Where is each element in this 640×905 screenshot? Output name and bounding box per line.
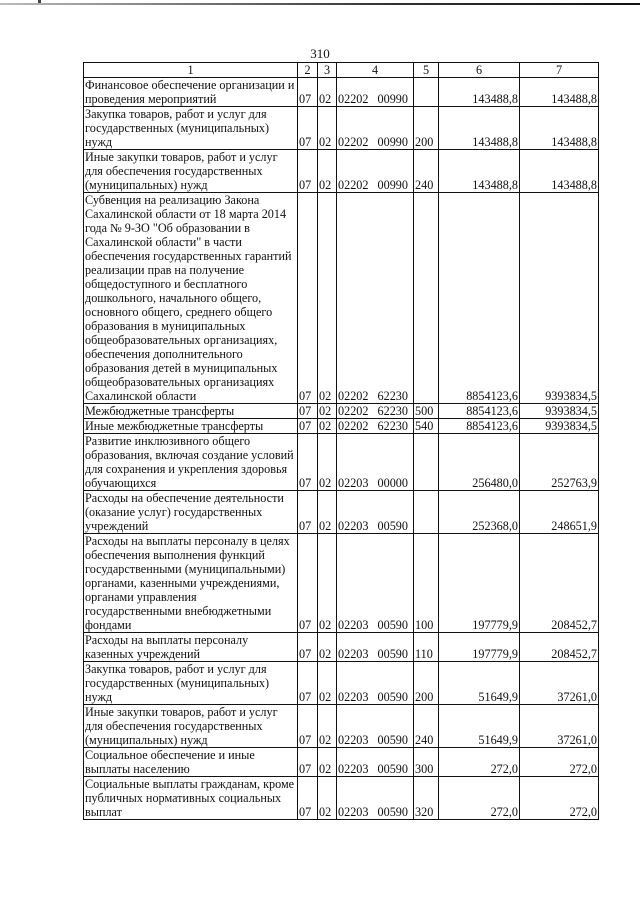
row-name: Расходы на выплаты персоналу в целях обеспечения выполнения функций государственными (муниципальными) органами, казенными учреждениями, органами управления государственными внебюджетными фондами [84,534,298,633]
row-amount-1: 252368,0 [439,491,520,534]
row-name: Социальное обеспечение и иные выплаты населению [84,748,298,777]
row-subsection: 02 [318,534,337,633]
table-row [84,434,599,491]
row-amount-2: 9393834,5 [520,404,599,419]
row-name: Закупка товаров, работ и услуг для государственных (муниципальных) нужд [84,662,298,705]
scan-edge-line [0,3,640,5]
row-target-article: 02203 00590 [337,633,414,662]
header-cell-expense-type: 5 [414,63,439,78]
row-subsection: 02 [318,777,337,820]
row-amount-1: 143488,8 [439,107,520,150]
row-name: Расходы на выплаты персоналу казенных учреждений [84,633,298,662]
row-amount-1: 8854123,6 [439,404,520,419]
row-expense-type: 200 [414,662,439,705]
row-section: 07 [298,748,318,777]
row-amount-1: 256480,0 [439,434,520,491]
row-section: 07 [298,78,318,107]
table-row [84,705,599,748]
row-expense-type [414,193,439,404]
row-amount-2: 37261,0 [520,705,599,748]
row-section: 07 [298,633,318,662]
row-name: Иные закупки товаров, работ и услуг для обеспечения государственных (муниципальных) нужд [84,150,298,193]
row-subsection: 02 [318,434,337,491]
row-subsection: 02 [318,662,337,705]
row-expense-type: 110 [414,633,439,662]
row-subsection: 02 [318,491,337,534]
page-number: 310 [310,46,330,61]
table-row [84,662,599,705]
row-subsection: 02 [318,107,337,150]
row-section: 07 [298,404,318,419]
row-name: Иные закупки товаров, работ и услуг для обеспечения государственных (муниципальных) нужд [84,705,298,748]
table-row [84,748,599,777]
row-amount-1: 8854123,6 [439,193,520,404]
row-amount-2: 252763,9 [520,434,599,491]
row-name: Социальные выплаты гражданам, кроме публичных нормативных социальных выплат [84,777,298,820]
table-row [84,491,599,534]
row-name: Расходы на обеспечение деятельности (оказание услуг) государственных учреждений [84,491,298,534]
row-amount-1: 197779,9 [439,633,520,662]
row-name: Финансовое обеспечение организации и проведения мероприятий [84,78,298,107]
table-row [84,404,599,419]
row-amount-2: 272,0 [520,777,599,820]
row-expense-type: 240 [414,150,439,193]
row-target-article: 02202 62230 [337,404,414,419]
table-row [84,419,599,434]
row-section: 07 [298,150,318,193]
row-expense-type: 540 [414,419,439,434]
row-target-article: 02203 00590 [337,705,414,748]
row-amount-1: 143488,8 [439,78,520,107]
header-cell-target-article: 4 [337,63,414,78]
row-expense-type [414,78,439,107]
row-target-article: 02203 00590 [337,534,414,633]
row-amount-2: 143488,8 [520,107,599,150]
row-amount-1: 51649,9 [439,705,520,748]
header-cell-subsection: 3 [318,63,337,78]
table-row [84,534,599,633]
row-amount-1: 272,0 [439,777,520,820]
row-name: Субвенция на реализацию Закона Сахалинской области от 18 марта 2014 года № 9-ЗО "Об образовании в Сахалинской области" в части обеспечения государственных гарантий реализации прав на получение общедоступного и бесплатного дошкольного, начального общего, основного общего, среднего общего образования в муниципальных общеобразовательных организациях, обеспечения дополнительного образования детей в муниципальных общеобразовательных организациях Сахалинской области [84,193,298,404]
header-cell-amount-2: 7 [520,63,599,78]
row-section: 07 [298,705,318,748]
row-amount-2: 272,0 [520,748,599,777]
budget-table [83,62,599,820]
row-section: 07 [298,434,318,491]
row-expense-type: 320 [414,777,439,820]
row-section: 07 [298,107,318,150]
table-header-row [84,63,599,78]
table-row [84,193,599,404]
row-amount-2: 9393834,5 [520,193,599,404]
row-subsection: 02 [318,419,337,434]
row-subsection: 02 [318,705,337,748]
table-row [84,107,599,150]
row-expense-type [414,491,439,534]
row-expense-type [414,434,439,491]
row-section: 07 [298,662,318,705]
row-amount-1: 143488,8 [439,150,520,193]
header-cell-section: 2 [298,63,318,78]
row-amount-2: 208452,7 [520,534,599,633]
table-row [84,78,599,107]
table-body [84,78,599,820]
row-name: Закупка товаров, работ и услуг для государственных (муниципальных) нужд [84,107,298,150]
row-amount-1: 51649,9 [439,662,520,705]
row-name: Межбюджетные трансферты [84,404,298,419]
row-amount-1: 272,0 [439,748,520,777]
row-amount-2: 208452,7 [520,633,599,662]
row-name: Иные межбюджетные трансферты [84,419,298,434]
row-target-article: 02202 62230 [337,419,414,434]
row-section: 07 [298,777,318,820]
row-section: 07 [298,491,318,534]
row-target-article: 02203 00590 [337,748,414,777]
row-section: 07 [298,534,318,633]
row-target-article: 02202 62230 [337,193,414,404]
row-target-article: 02203 00590 [337,777,414,820]
row-expense-type: 500 [414,404,439,419]
header-cell-amount-1: 6 [439,63,520,78]
scan-mark [38,0,41,3]
row-expense-type: 100 [414,534,439,633]
table-row [84,777,599,820]
row-target-article: 02203 00590 [337,491,414,534]
row-section: 07 [298,419,318,434]
row-amount-1: 8854123,6 [439,419,520,434]
table-row [84,633,599,662]
row-expense-type: 200 [414,107,439,150]
table-row [84,150,599,193]
row-subsection: 02 [318,150,337,193]
row-subsection: 02 [318,78,337,107]
row-amount-2: 248651,9 [520,491,599,534]
row-amount-2: 143488,8 [520,150,599,193]
row-target-article: 02202 00990 [337,107,414,150]
row-expense-type: 300 [414,748,439,777]
row-amount-2: 9393834,5 [520,419,599,434]
row-subsection: 02 [318,633,337,662]
row-amount-2: 143488,8 [520,78,599,107]
row-target-article: 02203 00000 [337,434,414,491]
row-target-article: 02203 00590 [337,662,414,705]
row-name: Развитие инклюзивного общего образования, включая создание условий для сохранения и укрепления здоровья обучающихся [84,434,298,491]
row-amount-1: 197779,9 [439,534,520,633]
row-target-article: 02202 00990 [337,78,414,107]
row-subsection: 02 [318,404,337,419]
row-target-article: 02202 00990 [337,150,414,193]
row-expense-type: 240 [414,705,439,748]
row-subsection: 02 [318,748,337,777]
row-subsection: 02 [318,193,337,404]
header-cell-name: 1 [84,63,298,78]
row-section: 07 [298,193,318,404]
row-amount-2: 37261,0 [520,662,599,705]
